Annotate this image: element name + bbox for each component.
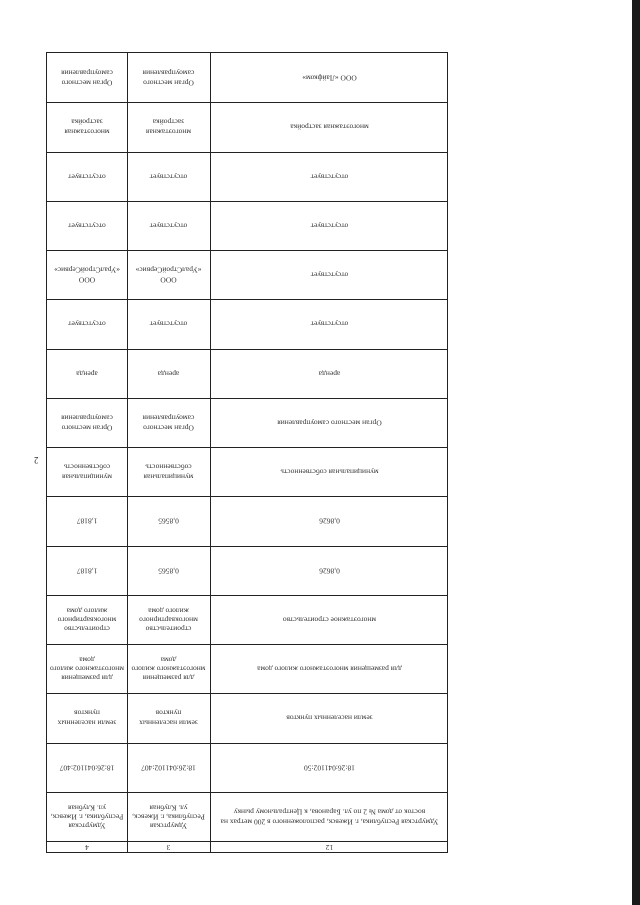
table-cell: муниципальная собственность [280, 467, 379, 477]
table-cell: многоэтажное строительство [282, 615, 377, 625]
table-cell: отсутствует [310, 171, 349, 181]
table-cell: 0,8565 [158, 565, 179, 575]
table-cell: ООО «УралСтройСервис» [135, 265, 202, 284]
table-cell: Орган местного самоуправления [61, 68, 113, 87]
table-cell: многоэтажная застройка [64, 117, 110, 137]
table-cell: земли населенных пунктов [286, 713, 373, 723]
table-cell: Удмуртская Республика, г. Ижевск, расположенного в 200 метрах на восток от дома № 2 по ул. Баранова, к Центральному рынку [220, 807, 439, 826]
table-cell: строительство многоквартирного жилого дома [139, 605, 198, 634]
table-header-cell: 3 [166, 843, 171, 853]
table-cell: 18:26:041102:407 [141, 762, 196, 772]
table-cell: муниципальная собственность [143, 462, 194, 481]
table-cell: Орган местного самоуправления [142, 413, 195, 432]
table-cell: отсутствует [68, 171, 106, 181]
table-cell: отсутствует [310, 221, 349, 231]
table-cell: Удмуртская Республика, г. Ижевск, ул. Клубная [50, 802, 124, 831]
table-cell: отсутствует [149, 171, 188, 181]
land-plot-table [46, 52, 448, 853]
table-cell: отсутствует [149, 319, 188, 329]
table-cell: многоэтажная застройка [145, 117, 192, 137]
table-cell: 1,8187 [76, 565, 98, 575]
table-cell: 1,8187 [76, 516, 98, 526]
table-cell: Орган местного самоуправления [142, 68, 195, 87]
table-cell: Орган местного самоуправления [61, 413, 113, 432]
table-cell: 0,8626 [319, 565, 340, 575]
table-cell: земли населенных пунктов [139, 708, 198, 728]
table-cell: 0,8565 [158, 516, 179, 526]
table-cell: отсутствует [149, 221, 188, 231]
table-cell: 18:26:041102:50 [304, 762, 355, 772]
table-cell: отсутствует [310, 319, 349, 329]
table-cell: 0,8626 [319, 516, 340, 526]
table-cell: многоэтажная застройка [290, 122, 369, 132]
scan-edge [632, 0, 640, 905]
table-cell: отсутствует [68, 221, 106, 231]
table-cell: ООО «Лайфком» [302, 73, 357, 83]
table-cell: аренда [157, 368, 180, 378]
table-cell: земли населенных пунктов [57, 708, 117, 728]
table-cell: отсутствует [68, 319, 106, 329]
table-cell: для размещения многоэтажного жилого дома [50, 654, 124, 683]
page-number: 2 [34, 455, 39, 465]
table-header-cell: 12 [325, 843, 334, 853]
table-cell: аренда [318, 368, 341, 378]
table-cell: для размещения многоэтажного жилого дома [131, 654, 206, 683]
table-cell: муниципальная собственность [62, 462, 112, 481]
table-cell: для размещения многоэтажного жилого дома [257, 664, 402, 674]
table-cell: строительство многоквартирного жилого дома [57, 605, 117, 634]
table-header-cell: 4 [85, 843, 89, 853]
table-cell: Удмуртская Республика, г. Ижевск, ул. Клубная [132, 802, 205, 831]
table-cell: аренда [76, 368, 98, 378]
table-cell: 18:26:041102:407 [59, 762, 115, 772]
table-cell: Орган местного самоуправления [277, 418, 382, 428]
table-cell: ООО «УралСтройСервис» [54, 265, 120, 284]
table-cell: отсутствует [310, 270, 349, 280]
